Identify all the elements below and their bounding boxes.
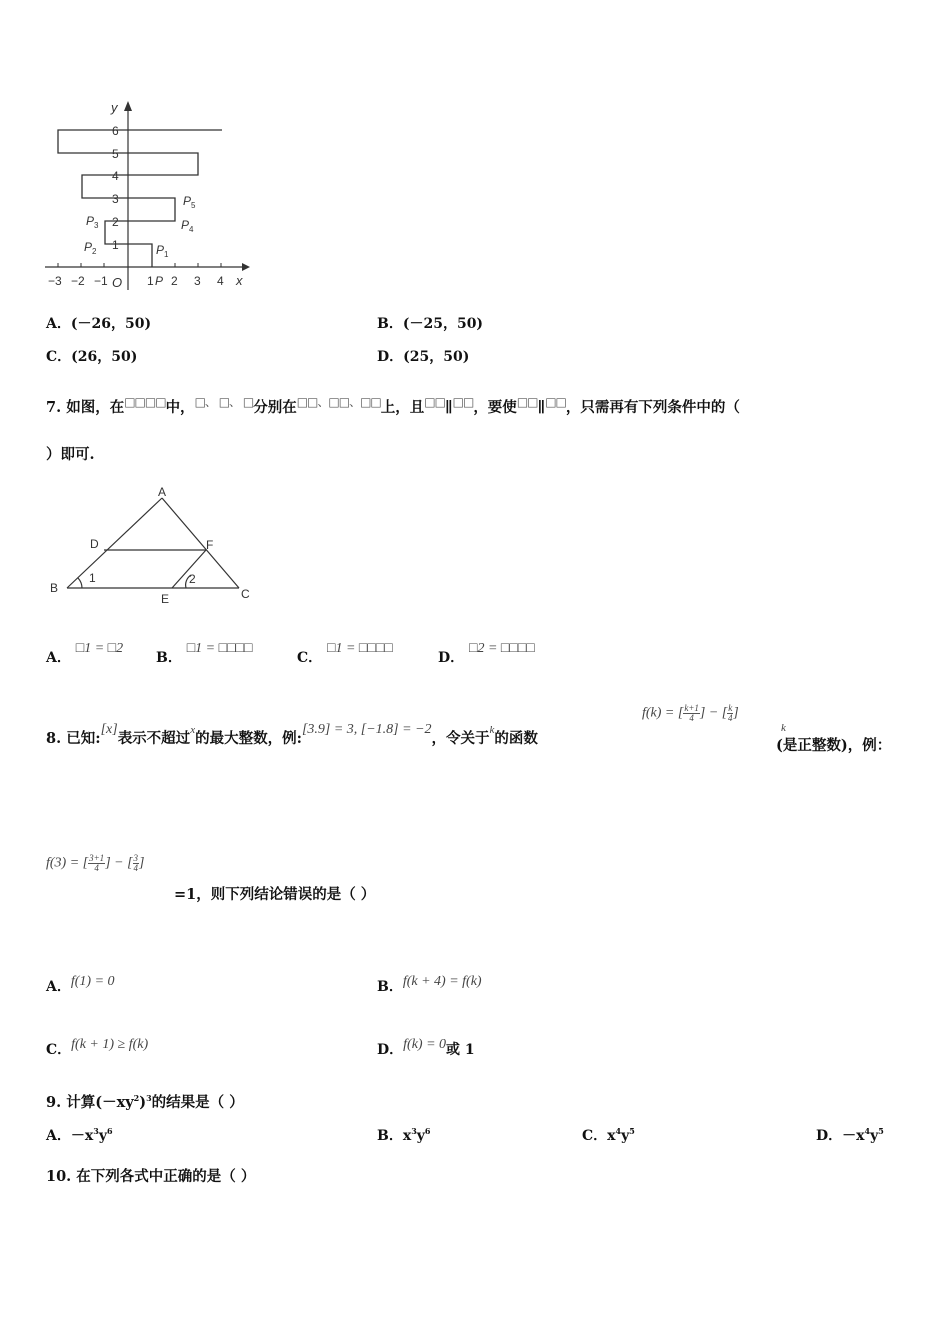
angle-2-label: 2	[189, 572, 196, 586]
svg-text:P: P	[84, 240, 93, 254]
q8-option-b[interactable]: B．f(k + 4) = f(k)	[377, 974, 482, 995]
x-tick-2: 2	[171, 274, 178, 288]
q9-option-c[interactable]: C．$x^4y^5$	[582, 1126, 635, 1144]
x-tick-3: 3	[194, 274, 201, 288]
svg-text:P: P	[183, 194, 192, 208]
svg-text:5: 5	[191, 201, 196, 210]
q6-option-c[interactable]: C．(26，50)	[46, 349, 138, 365]
label-c: C	[241, 587, 250, 601]
q7-option-c[interactable]: C． □1 = □□□□	[297, 641, 393, 666]
point-p1-label	[156, 243, 169, 259]
q8-option-d[interactable]: D．f(k) = 0或 1	[377, 1037, 475, 1058]
y-tick-6: 6	[112, 124, 119, 138]
y-tick-1: 1	[112, 238, 119, 252]
x-tick-neg2: −2	[71, 274, 85, 288]
y-tick-5: 5	[112, 147, 119, 161]
svg-text:P: P	[181, 218, 190, 232]
q8-example-formula: f(3) = [ $\frac{3+1}{4}$ ] − [ $\frac{3}{4}$ ]	[46, 853, 145, 873]
y-tick-4: 4	[112, 169, 119, 183]
label-a: A	[158, 485, 167, 499]
q6-option-d[interactable]: D．(25，50)	[377, 349, 470, 365]
coordinate-graph	[40, 95, 255, 300]
q6-option-b[interactable]: B．(－25，50)	[377, 316, 484, 332]
point-p4-label	[181, 218, 194, 234]
label-e: E	[161, 592, 170, 606]
q6-option-a[interactable]: A．(－26，50)	[46, 316, 152, 332]
q9-option-d[interactable]: D．$-x^4y^5$	[816, 1126, 884, 1144]
angle-1-label: 1	[89, 571, 96, 585]
label-f: F	[206, 538, 214, 552]
y-tick-2: 2	[112, 215, 119, 229]
label-d: D	[90, 537, 99, 551]
x-tick-1: 1	[147, 274, 154, 288]
q7-option-a[interactable]: A． □1 = □2	[46, 641, 124, 666]
label-b: B	[50, 581, 59, 595]
point-p-label: P	[155, 274, 164, 288]
y-tick-3: 3	[112, 192, 119, 206]
q7-option-d[interactable]: D． □2 = □□□□	[438, 641, 535, 666]
point-p2-label	[84, 240, 97, 256]
svg-text:1: 1	[164, 250, 169, 259]
triangle-figure	[44, 482, 259, 607]
x-tick-neg1: −1	[94, 274, 108, 288]
x-tick-4: 4	[217, 274, 224, 288]
q10-stem: 10. 在下列各式中正确的是（ ）	[46, 1168, 256, 1185]
q9-option-a[interactable]: A．$-x^3y^6$	[46, 1126, 113, 1144]
x-tick-neg3: −3	[48, 274, 62, 288]
q7-stem-line2: ）即可.	[46, 446, 95, 463]
svg-text:2: 2	[92, 247, 97, 256]
svg-text:P: P	[156, 243, 165, 257]
y-axis-arrow	[124, 101, 132, 111]
q9-option-b[interactable]: B．$x^3y^6$	[377, 1126, 431, 1144]
q9-stem: 9. 计算$(-xy^2)^3$的结果是（ ）	[46, 1093, 244, 1111]
svg-text:P: P	[86, 214, 95, 228]
q8-stem-tail: (是正整数)，例：	[776, 737, 892, 754]
y-axis-label: y	[111, 100, 118, 115]
q8-stem-line1: 8. 已知:[x]表示不超过$^x$的最大整数，例:[3.9] = 3, [−1.8] = −2，令关于$^k$的函数	[46, 722, 538, 747]
q8-option-a[interactable]: A．f(1) = 0	[46, 974, 115, 995]
spiral-path	[58, 130, 222, 267]
point-p3-label	[86, 214, 99, 230]
q8-function-formula: f(k) = [ $\frac{k+1}{4}$ ] − [ $\frac{k}{4}$ ]	[642, 703, 739, 723]
x-axis-label: x	[236, 273, 243, 288]
q8-option-c[interactable]: C．f(k + 1) ≥ f(k)	[46, 1037, 149, 1058]
svg-text:3: 3	[94, 221, 99, 230]
point-p5-label	[183, 194, 196, 210]
origin-label: O	[112, 275, 123, 290]
q8-k-symbol: k	[781, 722, 786, 734]
q7-stem-line1: 7. 如图，在□□□□中，□、 □、 □分别在□□、□□、□□上，且□□∥□□，要使□□∥□□，只需再有下列条件中的（	[46, 395, 740, 416]
q8-stem-line2: =1，则下列结论错误的是（ ）	[174, 886, 376, 903]
x-axis-arrow	[242, 263, 250, 271]
svg-text:4: 4	[189, 225, 194, 234]
q7-option-b[interactable]: B． □1 = □□□□	[156, 641, 253, 666]
